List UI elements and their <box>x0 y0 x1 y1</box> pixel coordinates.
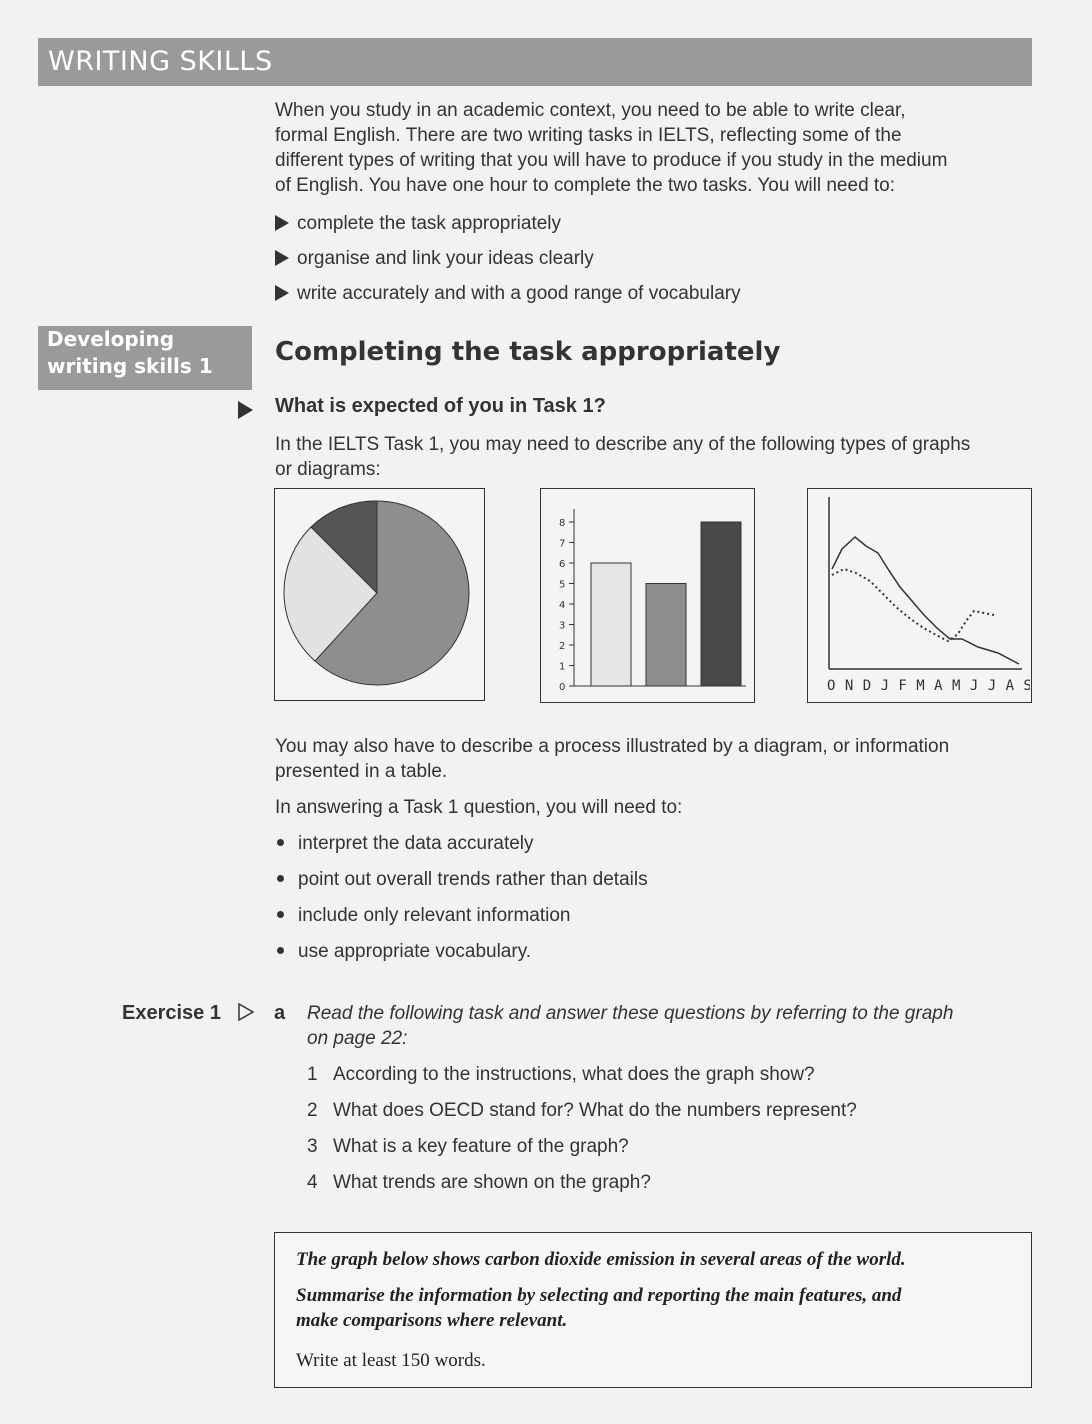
point-text: point out overall trends rather than details <box>298 869 648 890</box>
y-tick-label: 2 <box>559 641 566 652</box>
question-number: 3 <box>307 1136 318 1157</box>
y-tick-label: 7 <box>559 538 566 550</box>
exercise-part-label: a <box>274 1002 286 1024</box>
arrow-icon <box>236 400 254 425</box>
month-axis-labels: O N D J F M A M J J A S <box>827 678 1030 694</box>
bullet-icon <box>277 947 284 954</box>
y-tick-label: 4 <box>559 600 566 611</box>
exercise-label-text: Exercise 1 <box>122 1002 221 1024</box>
list-item <box>275 211 741 246</box>
bullet-text: complete the task appropriately <box>297 213 562 234</box>
bullet-text: write accurately and with a good range of vocabulary <box>297 283 741 304</box>
arrow-bullet-icon <box>275 215 289 231</box>
bar <box>701 522 741 686</box>
list-item <box>277 831 648 867</box>
points-list <box>277 831 648 975</box>
y-tick-label: 1 <box>559 661 566 673</box>
question-text: According to the instructions, what does the graph show? <box>333 1064 815 1085</box>
instruction-line: on page 22: <box>307 1028 408 1049</box>
bar <box>646 584 686 687</box>
bar <box>591 563 631 686</box>
y-tick-label: 0 <box>559 682 566 693</box>
bullet-icon <box>277 911 284 918</box>
bar-chart-svg <box>541 489 753 701</box>
desc-line: In the IELTS Task 1, you may need to describe any of the following types of graphs <box>275 434 971 455</box>
task-line: The graph below shows carbon dioxide emission in several areas of the world. <box>296 1249 906 1270</box>
task-line: make comparisons where relevant. <box>296 1310 568 1331</box>
side-tab-line: Developing <box>47 327 175 351</box>
list-item <box>307 1170 857 1206</box>
list-item <box>277 903 648 939</box>
intro-line: different types of writing that you will have to produce if you study in the medium <box>275 150 948 171</box>
question-number: 4 <box>307 1172 318 1193</box>
y-tick-label: 3 <box>559 620 566 632</box>
list-item <box>277 867 648 903</box>
list-item <box>307 1134 857 1170</box>
section-heading: Completing the task appropriately <box>275 337 781 367</box>
y-tick-label: 5 <box>559 579 566 591</box>
question-list <box>307 1062 857 1206</box>
bar-chart-figure <box>540 488 755 703</box>
intro-line: formal English. There are two writing tasks in IELTS, reflecting some of the <box>275 125 902 146</box>
bullet-text: organise and link your ideas clearly <box>297 248 594 269</box>
intro-bullet-list <box>275 211 741 316</box>
side-tab <box>38 326 252 390</box>
y-tick-label: 6 <box>559 559 566 570</box>
line-graph-svg <box>808 489 1030 701</box>
section-header-bar <box>38 38 1032 86</box>
intro-line: When you study in an academic context, you need to be able to write clear, <box>275 100 906 121</box>
bullet-icon <box>277 839 284 846</box>
desc-line: or diagrams: <box>275 459 381 480</box>
task-line: Summarise the information by selecting and reporting the main features, and <box>296 1285 902 1306</box>
question-text: What trends are shown on the graph? <box>333 1172 651 1193</box>
process-line: presented in a table. <box>275 761 448 782</box>
y-tick-label: 8 <box>559 518 566 529</box>
intro-paragraph <box>275 98 947 198</box>
question-text: What does OECD stand for? What do the numbers represent? <box>333 1100 857 1121</box>
question-heading: What is expected of you in Task 1? <box>275 395 606 417</box>
bullet-icon <box>277 875 284 882</box>
line-graph-figure <box>807 488 1032 703</box>
task-word-count: Write at least 150 words. <box>296 1350 486 1371</box>
list-item <box>275 246 741 281</box>
section-description <box>275 432 970 482</box>
process-line: You may also have to describe a process illustrated by a diagram, or information <box>275 736 950 757</box>
list-item <box>275 281 741 316</box>
question-text: What is a key feature of the graph? <box>333 1136 629 1157</box>
exercise-instruction <box>307 1001 953 1051</box>
section-title: WRITING SKILLS <box>48 46 273 77</box>
side-tab-line: writing skills 1 <box>47 354 213 378</box>
pie-chart-svg <box>275 489 483 699</box>
arrow-bullet-icon <box>275 250 289 266</box>
list-item <box>307 1062 857 1098</box>
line-series <box>832 537 1019 664</box>
list-item <box>277 939 648 975</box>
open-arrow-icon <box>237 1002 255 1028</box>
intro-line: of English. You have one hour to complete the two tasks. You will need to: <box>275 175 896 196</box>
list-item <box>307 1098 857 1134</box>
process-paragraph <box>275 734 949 784</box>
exercise-label <box>122 1002 255 1028</box>
instruction-line: Read the following task and answer these questions by referring to the graph <box>307 1003 954 1024</box>
point-text: interpret the data accurately <box>298 833 534 854</box>
question-number: 1 <box>307 1064 318 1085</box>
point-text: use appropriate vocabulary. <box>298 941 532 962</box>
pie-chart-figure <box>274 488 485 701</box>
arrow-bullet-icon <box>275 285 289 301</box>
line-series <box>832 569 994 641</box>
task-box <box>274 1232 1032 1388</box>
question-number: 2 <box>307 1100 318 1121</box>
point-text: include only relevant information <box>298 905 571 926</box>
answer-intro: In answering a Task 1 question, you will need to: <box>275 797 683 818</box>
